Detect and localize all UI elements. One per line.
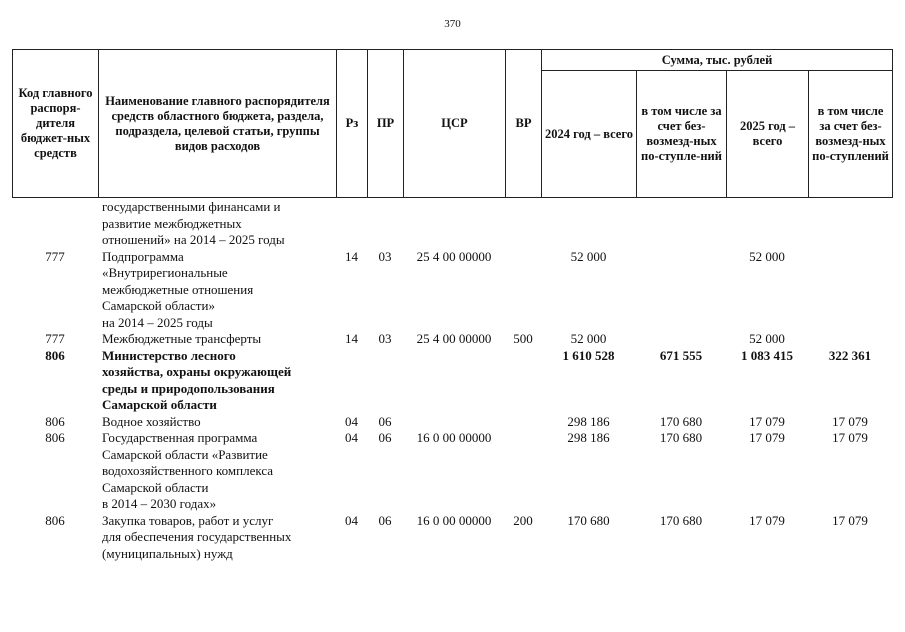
- header-2024-total: 2024 год – всего: [542, 71, 637, 198]
- header-csr: ЦСР: [404, 50, 506, 198]
- row-2024-free: 170 680: [659, 413, 703, 429]
- header-rz: Рз: [337, 50, 368, 198]
- row-csr: [403, 348, 505, 414]
- row-2025-total: 17 079: [749, 512, 785, 528]
- row-pr: 03: [378, 331, 392, 346]
- row-rz: 14: [345, 331, 358, 346]
- row-name: Государственная программа Самарской области «Развитие водохозяйственного комплекса Самарской области в 2014 – 2030 годах»: [102, 430, 274, 511]
- header-2025-free: в том числе за счет без-возмезд-ных по-ступлений: [809, 71, 893, 198]
- row-pr: 06: [378, 430, 392, 445]
- row-csr: 16 0 00 00000: [416, 512, 492, 528]
- row-code: [12, 199, 98, 249]
- row-code: 806: [45, 512, 65, 528]
- page-number: 370: [444, 18, 461, 30]
- row-rz: 04: [345, 430, 358, 445]
- row-rz: 04: [345, 512, 358, 528]
- row-name: Закупка товаров, работ и услуг для обеспечения государственных (муниципальных) нужд: [102, 512, 292, 561]
- row-2025-free: 17 079: [832, 413, 868, 429]
- row-vr: [505, 348, 541, 414]
- row-csr: [403, 199, 505, 249]
- row-pr: 03: [378, 248, 392, 264]
- row-2025-free: 322 361: [828, 347, 872, 363]
- header-vr: ВР: [506, 50, 542, 198]
- row-rz: 04: [345, 413, 358, 429]
- row-2024-total: 170 680: [567, 512, 610, 528]
- row-vr: [505, 414, 541, 431]
- table-row: [12, 348, 892, 414]
- row-2025-free: 17 079: [832, 430, 868, 445]
- row-2025-free: [808, 331, 892, 348]
- row-vr: [505, 199, 541, 249]
- header-code: Код главного распоря-дителя бюджет-ных средств: [13, 50, 99, 198]
- table-row: [12, 331, 892, 348]
- row-name: государственными финансами и развитие межбюджетных отношений» на 2014 – 2025 годы: [102, 199, 285, 247]
- row-2024-total: [541, 199, 636, 249]
- row-2025-free: 17 079: [832, 512, 868, 528]
- row-2024-total: 52 000: [570, 331, 607, 346]
- row-2024-total: 1 610 528: [562, 347, 615, 363]
- table-row: [12, 249, 892, 332]
- row-2025-total: 52 000: [749, 331, 785, 346]
- table-row: [12, 414, 892, 431]
- row-rz: [336, 199, 367, 249]
- row-pr: 06: [378, 413, 392, 429]
- row-vr: [505, 249, 541, 332]
- row-2024-total: 298 186: [567, 430, 610, 445]
- row-2024-free: 671 555: [659, 347, 703, 363]
- row-pr: 06: [378, 512, 392, 528]
- row-vr: 200: [513, 512, 533, 528]
- header-pr: ПР: [368, 50, 404, 198]
- row-code: 806: [45, 347, 65, 363]
- table-header: [12, 49, 893, 198]
- row-2024-total: 52 000: [570, 248, 607, 264]
- row-code: 806: [45, 430, 65, 445]
- row-2024-free: 170 680: [659, 430, 703, 445]
- row-2025-total: 17 079: [749, 413, 785, 429]
- row-csr: 25 4 00 00000: [416, 331, 492, 346]
- row-name: Межбюджетные трансферты: [102, 331, 262, 346]
- row-2025-total: [726, 199, 808, 249]
- row-name: Водное хозяйство: [102, 413, 201, 429]
- row-vr: [505, 430, 541, 513]
- row-csr: 16 0 00 00000: [416, 430, 492, 445]
- row-2025-total: 52 000: [749, 248, 785, 264]
- row-rz: 14: [345, 248, 358, 264]
- row-2024-total: 298 186: [567, 413, 610, 429]
- row-2024-free: [636, 249, 726, 332]
- row-csr: 25 4 00 00000: [416, 248, 492, 264]
- row-code: 777: [45, 248, 65, 264]
- row-2025-total: 17 079: [749, 430, 785, 445]
- table-row: [12, 199, 892, 249]
- header-name: Наименование главного распорядителя средств областного бюджета, раздела, подраздела, целевой статьи, группы видов расходов: [99, 50, 337, 198]
- row-2024-free: 170 680: [659, 512, 703, 528]
- row-name: Подпрограмма «Внутрирегиональные межбюджетные отношения Самарской области» на 2014 – 2025 годы: [102, 248, 254, 330]
- header-2024-free: в том числе за счет без-возмезд-ных по-ступле-ний: [637, 71, 727, 198]
- table-row: [12, 430, 892, 513]
- row-2024-free: [636, 199, 726, 249]
- row-csr: [403, 414, 505, 431]
- row-name: Министерство лесного хозяйства, охраны окружающей среды и природопользования Самарской области: [102, 347, 292, 412]
- header-sum: Сумма, тыс. рублей: [542, 50, 893, 71]
- row-2025-free: [808, 199, 892, 249]
- row-2025-free: [808, 249, 892, 332]
- header-2025-total: 2025 год – всего: [727, 71, 809, 198]
- row-rz: [336, 348, 367, 414]
- row-2025-total: 1 083 415: [741, 347, 793, 363]
- row-code: 806: [45, 413, 65, 429]
- row-pr: [367, 348, 403, 414]
- row-2024-free: [636, 331, 726, 348]
- row-vr: 500: [513, 331, 533, 346]
- table-row: [12, 513, 892, 563]
- table-body: [12, 199, 892, 562]
- row-pr: [367, 199, 403, 249]
- row-code: 777: [45, 331, 65, 346]
